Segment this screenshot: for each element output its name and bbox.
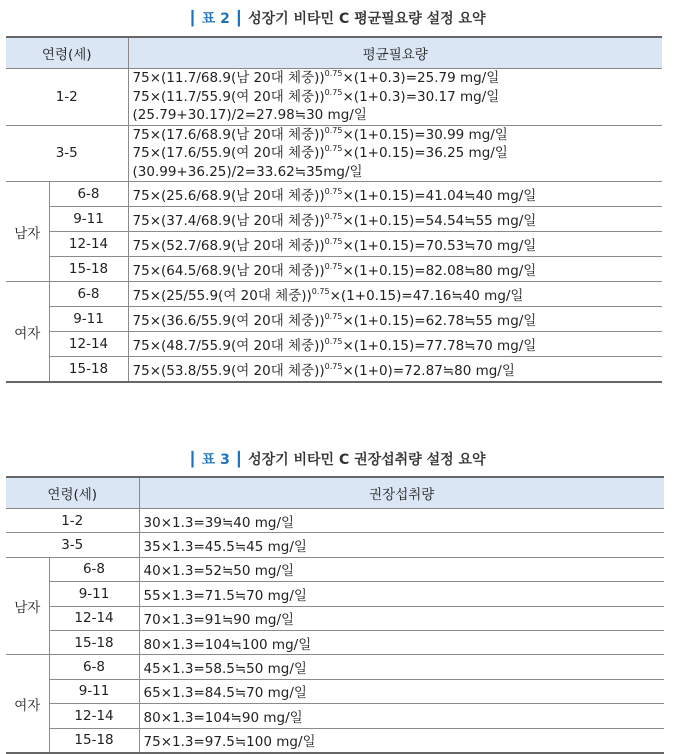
age-cell: 15-18 — [49, 257, 128, 282]
table-row — [6, 357, 662, 383]
age-cell: 9-11 — [49, 207, 128, 232]
formula-cell — [128, 69, 662, 126]
table-row — [6, 257, 662, 282]
table3-caption — [0, 449, 674, 469]
age-cell: 12-14 — [49, 704, 139, 728]
table-row — [6, 232, 662, 257]
header-age: 연령(세) — [6, 37, 128, 69]
formula-line: 75×(11.7/68.9(남 20대 체중))$^{0.75}$×(1+0.3)=25.79 mg/일 — [132, 69, 500, 86]
table2-caption — [0, 8, 674, 28]
table-row — [6, 533, 664, 557]
age-cell: 15-18 — [49, 357, 128, 383]
age-cell: 6-8 — [49, 655, 139, 679]
ear-table — [6, 36, 662, 383]
caption-bar-left: ┃ — [188, 452, 197, 468]
value-cell: 65×1.3=84.5≒70 mg/일 — [139, 679, 664, 703]
formula-cell: 75×(52.7/68.9(남 20대 체중))$^{0.75}$×(1+0.15)=70.53≒70 mg/일 — [128, 232, 662, 257]
table-row — [6, 655, 664, 679]
sex-cell-female: 여자 — [6, 655, 49, 753]
formula-cell: 75×(53.8/55.9(여 20대 체중))$^{0.75}$×(1+0)=72.87≒80 mg/일 — [128, 357, 662, 383]
formula-cell: 75×(36.6/55.9(여 20대 체중))$^{0.75}$×(1+0.15)=62.78≒55 mg/일 — [128, 307, 662, 332]
formula-line: (25.79+30.17)/2=27.98≒30 mg/일 — [132, 107, 367, 123]
value-cell: 45×1.3=58.5≒50 mg/일 — [139, 655, 664, 679]
value-cell: 55×1.3=71.5≒70 mg/일 — [139, 582, 664, 606]
age-cell: 12-14 — [49, 232, 128, 257]
formula-cell — [128, 125, 662, 182]
formula-cell: 75×(64.5/68.9(남 20대 체중))$^{0.75}$×(1+0.15)=82.08≒80 mg/일 — [128, 257, 662, 282]
table-row — [6, 282, 662, 307]
table2-title: 성장기 비타민 C 평균필요량 설정 요약 — [248, 11, 486, 27]
table-row — [6, 630, 664, 654]
header-age: 연령(세) — [6, 477, 139, 509]
value-cell: 80×1.3=104≒90 mg/일 — [139, 704, 664, 728]
age-cell: 6-8 — [49, 282, 128, 307]
age-cell: 15-18 — [49, 728, 139, 753]
age-cell: 9-11 — [49, 307, 128, 332]
table-row — [6, 606, 664, 630]
table-row — [6, 704, 664, 728]
rni-table — [6, 476, 664, 754]
header-ear: 평균필요량 — [128, 37, 662, 69]
formula-cell: 75×(25.6/68.9(남 20대 체중))$^{0.75}$×(1+0.15)=41.04≒40 mg/일 — [128, 182, 662, 207]
formula-line: (30.99+36.25)/2=33.62≒35mg/일 — [132, 163, 363, 180]
value-cell: 80×1.3=104≒100 mg/일 — [139, 630, 664, 654]
value-cell: 75×1.3=97.5≒100 mg/일 — [139, 728, 664, 753]
sex-cell-female: 여자 — [6, 282, 49, 383]
value-cell: 70×1.3=91≒90 mg/일 — [139, 606, 664, 630]
age-cell: 15-18 — [49, 630, 139, 654]
header-rni: 권장섭취량 — [139, 477, 664, 509]
formula-line: 75×(11.7/55.9(여 20대 체중))$^{0.75}$×(1+0.3)=30.17 mg/일 — [132, 87, 500, 105]
table-row — [6, 557, 664, 581]
table-row — [6, 125, 662, 182]
table-row — [6, 207, 662, 232]
table-row — [6, 509, 664, 533]
formula-cell: 75×(25/55.9(여 20대 체중))$^{0.75}$×(1+0.15)=47.16≒40 mg/일 — [128, 282, 662, 307]
table-row — [6, 182, 662, 207]
age-cell: 1-2 — [6, 69, 128, 126]
age-cell: 9-11 — [49, 582, 139, 606]
age-cell: 9-11 — [49, 679, 139, 703]
age-cell: 3-5 — [6, 125, 128, 182]
sex-cell-male: 남자 — [6, 182, 49, 282]
value-cell: 35×1.3=45.5≒45 mg/일 — [139, 533, 664, 557]
table-row — [6, 69, 662, 126]
sex-cell-male: 남자 — [6, 557, 49, 655]
formula-line: 75×(17.6/68.9(남 20대 체중))$^{0.75}$×(1+0.15)=30.99 mg/일 — [132, 125, 508, 143]
value-cell: 30×1.3=39≒40 mg/일 — [139, 509, 664, 533]
formula-cell: 75×(37.4/68.9(남 20대 체중))$^{0.75}$×(1+0.15)=54.54≒55 mg/일 — [128, 207, 662, 232]
table3-title: 성장기 비타민 C 권장섭취량 설정 요약 — [248, 452, 486, 468]
table-row — [6, 728, 664, 753]
table3-label: 표 3 — [201, 452, 230, 468]
age-cell: 6-8 — [49, 557, 139, 581]
age-cell: 1-2 — [6, 509, 139, 533]
table-row — [6, 307, 662, 332]
formula-cell: 75×(48.7/55.9(여 20대 체중))$^{0.75}$×(1+0.15)=77.78≒70 mg/일 — [128, 332, 662, 357]
table-row — [6, 679, 664, 703]
value-cell: 40×1.3=52≒50 mg/일 — [139, 557, 664, 581]
formula-line: 75×(17.6/55.9(여 20대 체중))$^{0.75}$×(1+0.15)=36.25 mg/일 — [132, 144, 508, 161]
age-cell: 12-14 — [49, 332, 128, 357]
table2-label: 표 2 — [201, 11, 230, 27]
age-cell: 3-5 — [6, 533, 139, 557]
caption-bar-right: ┃ — [234, 11, 244, 27]
table-row — [6, 582, 664, 606]
age-cell: 12-14 — [49, 606, 139, 630]
table-row — [6, 332, 662, 357]
caption-bar-right: ┃ — [234, 452, 244, 468]
caption-bar-left: ┃ — [188, 11, 197, 27]
age-cell: 6-8 — [49, 182, 128, 207]
